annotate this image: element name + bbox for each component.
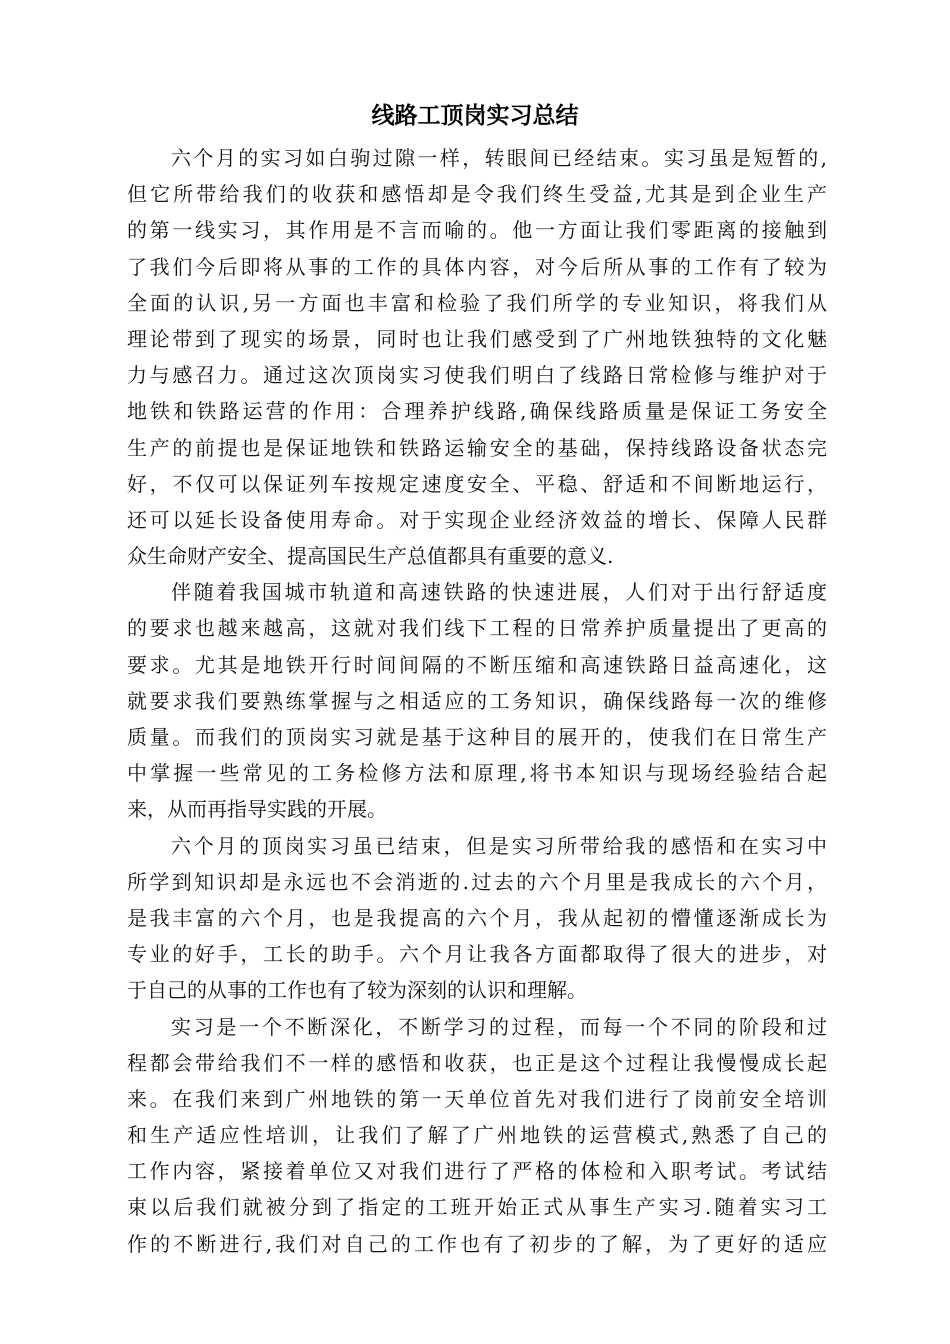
paragraph-3 [127,828,827,1009]
text-line: 和生产适应性培训，让我们了解了广州地铁的运营模式,熟悉了自己的 [127,1123,827,1148]
text-line: 于自己的从事的工作也有了较为深刻的认识和理解。 [127,978,587,1003]
text-line: 但它所带给我们的收获和感悟却是令我们终生受益,尤其是到企业生产 [127,182,827,207]
text-line: 是我丰富的六个月，也是我提高的六个月，我从起初的懵懂逐渐成长为 [127,905,827,930]
text-line: 中掌握一些常见的工务检修方法和原理,将书本知识与现场经验结合起 [127,761,827,786]
text-line: 好，不仅可以保证列车按规定速度安全、平稳、舒适和不间断地运行， [127,471,827,496]
text-line: 伴随着我国城市轨道和高速铁路的快速进展，人们对于出行舒适度 [171,580,827,605]
paragraph-2 [127,574,827,827]
text-line: 来。在我们来到广州地铁的第一天单位首先对我们进行了岗前安全培训 [127,1086,827,1111]
text-line: 要求。尤其是地铁开行时间间隔的不断压缩和高速铁路日益高速化，这 [127,652,827,677]
text-line: 六个月的实习如白驹过隙一样，转眼间已经结束。实习虽是短暂的, [171,146,827,170]
text-line: 力与感召力。通过这次顶岗实习使我们明白了线路日常检修与维护对于 [127,363,827,388]
text-line: 生产的前提也是保证地铁和铁路运输安全的基础，保持线路设备状态完 [127,435,827,460]
paragraph-1 [127,140,827,574]
text-line: 束以后我们就被分到了指定的工班开始正式从事生产实习.随着实习工 [127,1195,827,1220]
text-line: 程都会带给我们不一样的感悟和收获，也正是这个过程让我慢慢成长起 [127,1050,827,1075]
text-line: 所学到知识却是永远也不会消逝的.过去的六个月里是我成长的六个月， [127,869,827,894]
text-line: 的第一线实习，其作用是不言而喻的。他一方面让我们零距离的接触到 [127,218,827,243]
text-line: 全面的认识,另一方面也丰富和检验了我们所学的专业知识，将我们从 [127,290,827,315]
text-line: 工作内容，紧接着单位又对我们进行了严格的体检和入职考试。考试结 [127,1159,827,1184]
text-line: 质量。而我们的顶岗实习就是基于这种目的展开的，使我们在日常生产 [127,725,827,749]
text-line: 理论带到了现实的场景，同时也让我们感受到了广州地铁独特的文化魅 [127,326,827,351]
text-line: 众生命财产安全、提高国民生产总值都具有重要的意义. [127,544,614,569]
text-line: 六个月的顶岗实习虽已结束，但是实习所带给我的感悟和在实习中 [171,833,827,858]
text-line: 作的不断进行,我们对自己的工作也有了初步的了解，为了更好的适应 [127,1231,827,1256]
text-line: 的要求也越来越高，这就对我们线下工程的日常养护质量提出了更高的 [127,616,827,641]
text-line: 就要求我们要熟练掌握与之相适应的工务知识，确保线路每一次的维修 [127,688,827,713]
text-line: 地铁和铁路运营的作用：合理养护线路,确保线路质量是保证工务安全 [127,399,827,424]
text-line: 专业的好手，工长的助手。六个月让我各方面都取得了很大的进步，对 [127,942,827,967]
paragraph-4 [127,1009,827,1262]
document-title: 线路工顶岗实习总结 [371,103,579,129]
text-line: 来，从而再指导实践的开展。 [127,797,387,822]
document-body [127,140,827,1262]
text-line: 实习是一个不断深化，不断学习的过程，而每一个不同的阶段和过 [171,1014,827,1039]
text-line: 了我们今后即将从事的工作的具体内容，对今后所从事的工作有了较为 [127,254,827,279]
text-line: 还可以延长设备使用寿命。对于实现企业经济效益的增长、保障人民群 [127,507,827,532]
